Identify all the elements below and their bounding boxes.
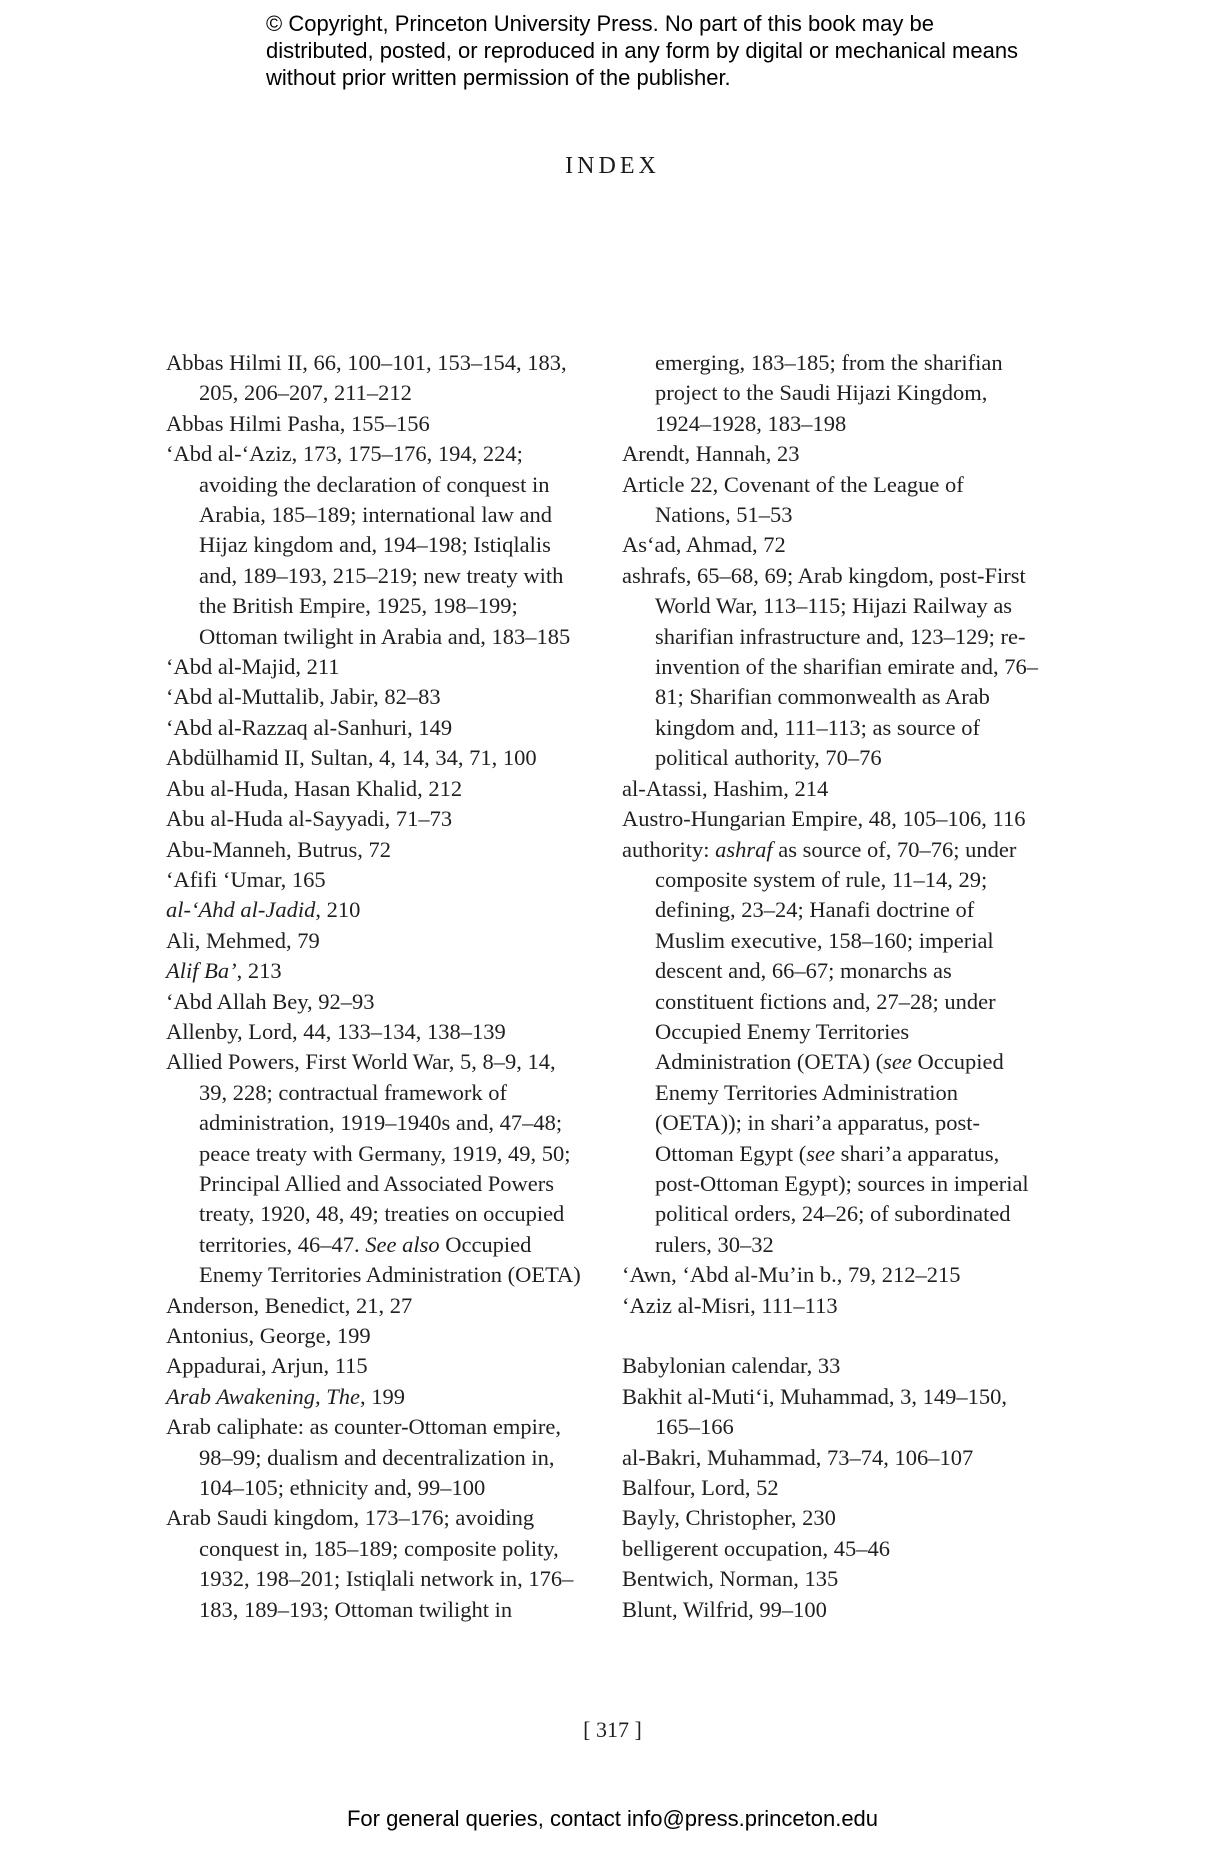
index-entry-text: emerging, 183–185; from the sharifian project to the Saudi Hijazi Kingdom, 1924–1928, 183–198 — [655, 350, 1003, 436]
page-number: [ 317 ] — [583, 1717, 642, 1742]
index-entry — [622, 1260, 1042, 1290]
index-entry — [622, 1443, 1042, 1473]
index-entry — [166, 652, 586, 682]
index-entry — [166, 713, 586, 743]
index-entry-text: ‘Afifi ‘Umar, 165 — [166, 866, 326, 892]
index-entry-italic-text: Arab Awakening, The — [166, 1383, 360, 1409]
index-entry — [622, 530, 1042, 560]
index-entry — [166, 1291, 586, 1321]
index-entry-text: ‘Abd al-Muttalib, Jabir, 82–83 — [166, 684, 441, 710]
page-title: INDEX — [565, 153, 660, 179]
index-entry-text: Allied Powers, First World War, 5, 8–9, 14, 39, 228; contractual framework of administration, 1919–1940s and, 47–48; peace treaty with Germany, 1919, 49, 50; Principal Allied and Associated Powers treaty, 1920, 48, 49; treaties on occupied territories, 46–47. — [166, 1049, 571, 1257]
index-entry-text: Abdülhamid II, Sultan, 4, 14, 34, 71, 100 — [166, 745, 537, 771]
index-entry-text: Allenby, Lord, 44, 133–134, 138–139 — [166, 1018, 506, 1044]
index-entry-text: ‘Aziz al-Misri, 111–113 — [622, 1292, 838, 1318]
index-entry-text: Babylonian calendar, 33 — [622, 1353, 841, 1379]
index-entry-continuation — [622, 348, 1042, 439]
index-entry-text: al-Bakri, Muhammad, 73–74, 106–107 — [622, 1444, 974, 1470]
index-entry-text: ashrafs, 65–68, 69; Arab kingdom, post-First World War, 113–115; Hijazi Railway as sharifian infrastructure and, 123–129; re-invention of the sharifian emirate and, 76–81; Sharifian commonwealth as Arab kingdom and, 111–113; as source of political authority, 70–76 — [622, 562, 1039, 771]
index-entry — [622, 1503, 1042, 1533]
index-entry — [166, 348, 586, 409]
index-entry-text: Abbas Hilmi II, 66, 100–101, 153–154, 183, 205, 206–207, 211–212 — [166, 350, 567, 406]
index-entry — [622, 561, 1042, 774]
index-entry-text: as source of, 70–76; under composite system of rule, 11–14, 29; defining, 23–24; Hanafi doctrine of Muslim executive, 158–160; imperial descent and, 66–67; monarchs as constituent fictions and, 27–28; under Occupied Enemy Territories Administration (OETA) ( — [655, 836, 1017, 1075]
index-entry-text: ‘Abd al-‘Aziz, 173, 175–176, 194, 224; avoiding the declaration of conquest in Arabia, 185–189; international law and Hijaz kingdom and, 194–198; Istiqlalis and, 189–193, 215–219; new treaty with the British Empire, 1925, 198–199; Ottoman twilight in Arabia and, 183–185 — [166, 441, 571, 649]
index-entry-text: Abbas Hilmi Pasha, 155–156 — [166, 410, 430, 436]
index-entry-text: Arab caliphate: as counter-Ottoman empire, 98–99; dualism and decentralization in, 104–105; ethnicity and, 99–100 — [166, 1414, 562, 1501]
index-entry — [622, 1473, 1042, 1503]
index-entry-italic-text: Alif Ba’ — [166, 958, 237, 984]
index-entry — [622, 439, 1042, 469]
index-entry — [166, 865, 586, 895]
index-entry-text: , 213 — [236, 958, 282, 984]
index-entry-text: Occupied Enemy Territories Administration (OETA) — [199, 1231, 581, 1288]
index-entry-text: , 199 — [359, 1383, 405, 1409]
index-entry-text: ‘Abd al-Razzaq al-Sanhuri, 149 — [166, 714, 453, 740]
index-entry — [166, 1351, 586, 1381]
index-entry-text: al-Atassi, Hashim, 214 — [622, 775, 829, 801]
index-entry-text: Bentwich, Norman, 135 — [622, 1566, 839, 1592]
index-entry-text: Abu al-Huda al-Sayyadi, 71–73 — [166, 806, 453, 832]
index-entry — [166, 1503, 586, 1625]
index-entry — [166, 1382, 586, 1412]
index-entry-text: Arendt, Hannah, 23 — [622, 441, 800, 467]
copyright-notice: © Copyright, Princeton University Press. No part of this book may be distributed, posted, or reproduced in any form by digital or mechanical means without prior written permission of the publisher. — [266, 11, 1019, 90]
index-entry — [166, 1321, 586, 1351]
index-entry — [622, 1595, 1042, 1625]
index-entry — [166, 743, 586, 773]
contact-footer: For general queries, contact info@press.princeton.edu — [346, 1806, 879, 1831]
index-entry-text: Balfour, Lord, 52 — [622, 1475, 779, 1501]
index-entry-text: Occupied Enemy Territories Administration (OETA)); in shari’a apparatus, post-Ottoman Egypt ( — [655, 1049, 1004, 1166]
index-entry — [166, 1412, 586, 1503]
index-entry-text: Blunt, Wilfrid, 99–100 — [622, 1596, 827, 1622]
index-entry-text: Abu-Manneh, Butrus, 72 — [166, 836, 391, 862]
index-entry — [622, 774, 1042, 804]
index-entry — [622, 1534, 1042, 1564]
index-entry — [622, 1291, 1042, 1321]
index-entry — [622, 1351, 1042, 1381]
index-entry — [166, 409, 586, 439]
index-entry-italic-text: see — [883, 1049, 912, 1075]
index-entry-italic-text: see — [806, 1140, 835, 1166]
index-entry — [166, 835, 586, 865]
index-column-right — [622, 348, 1042, 1625]
index-entry-text: Article 22, Covenant of the League of Nations, 51–53 — [622, 471, 964, 528]
index-entry — [166, 926, 586, 956]
index-entry-text: ‘Awn, ‘Abd al-Mu’in b., 79, 212–215 — [622, 1262, 961, 1288]
index-entry — [622, 1564, 1042, 1594]
index-entry-text: Abu al-Huda, Hasan Khalid, 212 — [166, 775, 463, 801]
index-entry-text: shari’a apparatus, post-Ottoman Egypt); sources in imperial political orders, 24–26; of subordinated rulers, 30–32 — [655, 1140, 1029, 1257]
index-entry-italic-text: ashraf — [715, 836, 773, 862]
index-entry-text: Austro-Hungarian Empire, 48, 105–106, 116 — [622, 806, 1026, 832]
index-entry-text: Arab Saudi kingdom, 173–176; avoiding conquest in, 185–189; composite polity, 1932, 198–201; Istiqlali network in, 176–183, 189–193; Ottoman twilight in — [166, 1505, 574, 1622]
index-entry-text: authority: — [622, 836, 716, 862]
index-entry-text: Bakhit al-Muti‘i, Muhammad, 3, 149–150, 165–166 — [622, 1383, 1007, 1440]
index-entry — [622, 835, 1042, 1261]
index-entry-text: Appadurai, Arjun, 115 — [166, 1353, 368, 1379]
index-entry-text: As‘ad, Ahmad, 72 — [622, 532, 786, 558]
index-entry — [622, 804, 1042, 834]
index-column-left — [166, 348, 586, 1625]
index-entry — [166, 987, 586, 1017]
index-entry-text: Bayly, Christopher, 230 — [622, 1505, 836, 1531]
index-entry-text: , 210 — [315, 897, 361, 923]
index-entry-italic-text: See also — [365, 1231, 440, 1257]
index-entry — [622, 470, 1042, 531]
index-entry — [166, 1017, 586, 1047]
index-entry — [166, 774, 586, 804]
index-entry — [166, 956, 586, 986]
index-entry-italic-text: al-‘Ahd al-Jadid — [166, 897, 316, 923]
index-entry — [166, 1047, 586, 1290]
index-entry — [166, 439, 586, 652]
index-entry-text: belligerent occupation, 45–46 — [622, 1535, 891, 1561]
index-entry-text: ‘Abd Allah Bey, 92–93 — [166, 988, 375, 1014]
index-entry — [166, 895, 586, 925]
index-entry — [166, 682, 586, 712]
index-entry — [622, 1382, 1042, 1443]
index-entry-text: Anderson, Benedict, 21, 27 — [166, 1292, 413, 1318]
index-entry-text: Ali, Mehmed, 79 — [166, 927, 320, 953]
index-entry — [166, 804, 586, 834]
index-entry-text: Antonius, George, 199 — [166, 1323, 371, 1348]
index-entry-text: ‘Abd al-Majid, 211 — [166, 654, 340, 680]
